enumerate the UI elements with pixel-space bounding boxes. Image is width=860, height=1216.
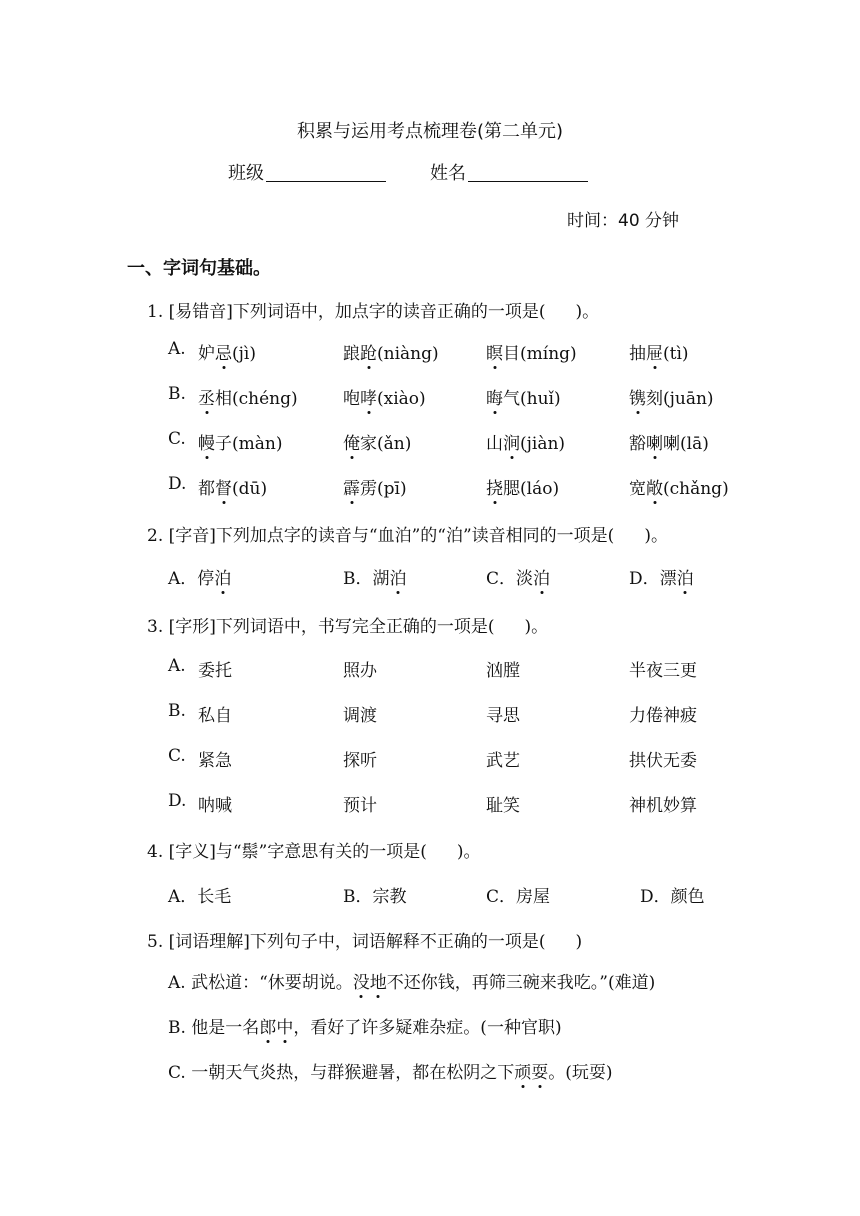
question-stem: 下列词语中，书写完全正确的一项是( xyxy=(215,617,495,637)
q1-option-letter: C. xyxy=(168,429,186,449)
q4-option-b: B．宗教 xyxy=(343,887,407,907)
q3-word: 力倦神疲 xyxy=(629,706,697,726)
q2-option-d: D．漂泊 xyxy=(629,569,694,589)
question-stem: 下列加点字的读音与“血泊”的“泊”读音相同的一项是( xyxy=(215,526,615,546)
dotted-word: 顽耍 xyxy=(514,1063,549,1083)
q1-word: 晦气(huǐ) xyxy=(486,389,561,409)
q1-word: 豁喇喇(lā) xyxy=(629,434,709,454)
question-tag: [字音] xyxy=(168,526,216,546)
q3-option-letter: B. xyxy=(168,701,186,721)
q1-word: 幔子(màn) xyxy=(198,434,283,454)
question-number: 2. xyxy=(147,526,164,546)
question-number: 5. xyxy=(147,932,164,952)
question-end: )。 xyxy=(644,526,668,546)
q3-word: 调渡 xyxy=(343,706,377,726)
q1-word: 山涧(jiàn) xyxy=(486,434,566,454)
q1-word: 妒忌(jì) xyxy=(198,344,256,364)
name-label: 姓名 xyxy=(430,163,466,184)
q3-word: 汹膛 xyxy=(486,661,520,681)
question-4 xyxy=(147,837,481,862)
question-tag: [字形] xyxy=(168,617,216,637)
q5-option-c: C. 一朝天气炎热，与群猴避暑，都在松阴之下顽耍。(玩耍) xyxy=(168,1063,613,1083)
q3-word: 探听 xyxy=(343,751,377,771)
q3-word: 拱伏无委 xyxy=(629,751,697,771)
question-end: )。 xyxy=(524,617,549,637)
class-blank xyxy=(266,163,386,182)
question-number: 3. xyxy=(147,617,164,637)
question-5 xyxy=(147,927,582,952)
q1-word: 踉跄(niàng) xyxy=(343,344,439,364)
q3-option-letter: A. xyxy=(168,656,186,676)
question-stem: 与“鬃”字意思有关的一项是( xyxy=(215,842,427,862)
q3-option-letter: D. xyxy=(168,791,187,811)
q4-option-d: D．颜色 xyxy=(640,887,705,907)
question-2 xyxy=(147,521,668,546)
q3-word: 私自 xyxy=(198,706,232,726)
question-tag: [易错音] xyxy=(168,302,233,322)
q1-word: 挠腮(láo) xyxy=(486,479,560,499)
q1-word: 俺家(ǎn) xyxy=(343,434,412,454)
q3-word: 半夜三更 xyxy=(629,661,697,681)
q1-word: 瞑目(míng) xyxy=(486,344,577,364)
q3-word: 预计 xyxy=(343,796,377,816)
q1-word: 抽屉(tì) xyxy=(629,344,689,364)
q3-word: 委托 xyxy=(198,661,232,681)
class-label: 班级 xyxy=(228,163,264,184)
q3-word: 寻思 xyxy=(486,706,520,726)
q2-option-c: C．淡泊 xyxy=(486,569,551,589)
q1-option-letter: A. xyxy=(168,339,186,359)
q1-word: 咆哮(xiào) xyxy=(343,389,426,409)
q3-word: 紧急 xyxy=(198,751,232,771)
q1-word: 霹雳(pī) xyxy=(343,479,407,499)
q3-word: 照办 xyxy=(343,661,377,681)
question-number: 1. xyxy=(147,302,164,322)
q3-word: 呐喊 xyxy=(198,796,232,816)
q2-option-b: B．湖泊 xyxy=(343,569,407,589)
question-number: 4. xyxy=(147,842,164,862)
question-end: ) xyxy=(575,932,583,952)
question-tag: [词语理解] xyxy=(168,932,250,952)
q3-option-letter: C. xyxy=(168,746,186,766)
q1-option-letter: B. xyxy=(168,384,186,404)
q1-word: 都督(dū) xyxy=(198,479,268,499)
dotted-word: 没地 xyxy=(352,973,387,993)
name-blank xyxy=(468,163,588,182)
q1-word: 镌刻(juān) xyxy=(629,389,714,409)
question-3 xyxy=(147,612,548,637)
q3-word: 武艺 xyxy=(486,751,520,771)
section-heading: 一、字词句基础。 xyxy=(127,258,271,279)
q3-word: 神机妙算 xyxy=(629,796,697,816)
q1-word: 丞相(chéng) xyxy=(198,389,298,409)
time-limit: 时间：40 分钟 xyxy=(567,211,680,231)
q4-option-a: A．长毛 xyxy=(168,887,232,907)
q1-word: 宽敞(chǎng) xyxy=(629,479,729,499)
q5-option-b: B. 他是一名郎中，看好了许多疑难杂症。(一种官职) xyxy=(168,1018,562,1038)
question-1 xyxy=(147,297,599,322)
q2-option-a: A．停泊 xyxy=(168,569,232,589)
dotted-word: 郎中 xyxy=(259,1018,294,1038)
question-end: )。 xyxy=(575,302,600,322)
q1-option-letter: D. xyxy=(168,474,187,494)
question-end: )。 xyxy=(456,842,481,862)
class-field xyxy=(228,159,386,185)
question-tag: [字义] xyxy=(168,842,216,862)
page-title: 积累与运用考点梳理卷(第二单元) xyxy=(296,121,564,142)
q4-option-c: C．房屋 xyxy=(486,887,551,907)
question-stem: 下列词语中，加点字的读音正确的一项是( xyxy=(232,302,546,322)
name-field xyxy=(430,159,588,185)
q5-option-a: A. 武松道：“休要胡说。没地不还你钱，再筛三碗来我吃。”(难道) xyxy=(168,973,656,993)
q3-word: 耻笑 xyxy=(486,796,520,816)
question-stem: 下列句子中，词语解释不正确的一项是( xyxy=(249,932,546,952)
